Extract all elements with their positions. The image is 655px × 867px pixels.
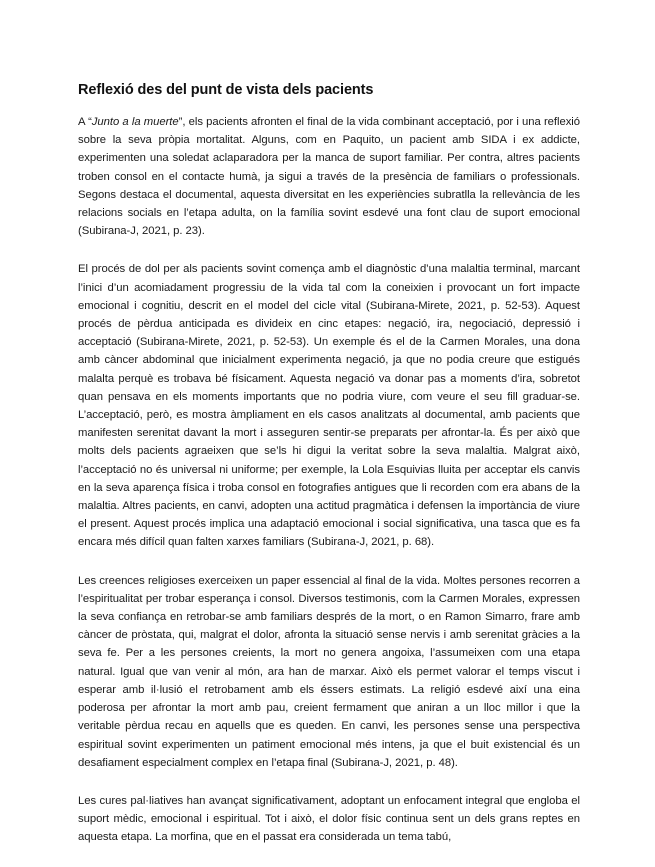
documentary-title: Junto a la muerte: [91, 116, 179, 128]
paragraph-1-prefix: A “: [78, 116, 92, 128]
paragraph-2: El procés de dol per als pacients sovint comença amb el diagnòstic d’una malaltia terminal, marcant l’inici d’un acomiadament progressiu de la vida tal com la coneixien i provocant un fort impacte emocional i cognitiu, descrit en el model del cicle vital (Subirana-Mirete, 2021, p. 52-53). Aquest procés de pèrdua anticipada es divideix en cinc etapes: negació, ira, negociació, depressió i acceptació (Subirana-Mirete, 2021, p. 52-53). Un exemple és el de la Carmen Morales, una dona amb càncer abdominal que inicialment experimenta negació, ja que no podia creure que estigués malalta perquè es trobava bé físicament. Aquesta negació va donar pas a moments d’ira, sobretot quan pensava en els moments importants que no podria viure, com veure el seu fill graduar-se. L’acceptació, però, es mostra àmpliament en els casos analitzats al documental, amb pacients que manifesten serenitat davant la mort i asseguren sentir-se preparats per afrontar-la. És per això que molts dels pacients agraeixen que se’ls hi digui la veritat sobre la seva malaltia. Malgrat això, l’acceptació no és universal ni uniforme; per exemple, la Lola Esquivias lluita per acceptar els canvis en la seva aparença física i troba consol en fotografies antigues que li recorden com era abans de la malaltia. Altres pacients, en canvi, adopten una actitud pragmàtica i defensen la importància de viure el present. Aquest procés implica una adaptació emocional i social significativa, una tasca que es fa encara més difícil quan falten xarxes familiars (Subirana-J, 2021, p. 68).: [78, 263, 580, 549]
section-heading: Reflexió des del punt de vista dels pacients: [78, 82, 374, 98]
paragraph-1: [78, 113, 580, 240]
document-page: [78, 80, 580, 867]
paragraph-4: Les cures pal·liatives han avançat significativament, adoptant un enfocament integral que engloba el suport mèdic, emocional i espiritual. Tot i això, el dolor físic continua sent un dels grans reptes en aquesta etapa. La morfina, que en el passat era considerada un tema tabú,: [78, 794, 580, 844]
paragraph-1-text: ”, els pacients afronten el final de la vida combinant acceptació, por i una reflexió sobre la seva pròpia mortalitat. Alguns, com en Paquito, un pacient amb SIDA i ex addicte, experimenten una soledat aclaparadora per la manca de suport familiar. Per contra, altres pacients troben consol en el contacte humà, ja sigui a través de la presència de familiars o professionals. Segons destaca el documental, aquesta diversitat en les experiències subratlla la rellevància de les relacions socials en l’etapa adulta, on la família sovint esdevé una font clau de suport emocional (Subirana-J, 2021, p. 23).: [78, 116, 580, 238]
paragraph-3: Les creences religioses exerceixen un paper essencial al final de la vida. Moltes persones recorren a l’espiritualitat per trobar esperança i consol. Diversos testimonis, com la Carmen Morales, expressen la seva confiança en retrobar-se amb familiars després de la mort, o en Ramon Simarro, frare amb càncer de pròstata, qui, malgrat el dolor, afronta la situació sense nervis i amb serenitat gràcies a la seva fe. Per a les persones creients, la mort no genera angoixa, l’assumeixen com una etapa natural. Igual que van venir al món, ara han de marxar. Això els permet valorar el temps viscut i esperar amb il·lusió el retrobament amb els éssers estimats. La religió esdevé així una eina poderosa per afrontar la mort amb pau, creient fermament que aniran a un lloc millor i que la veritable pèrdua recau en aquells que es queden. En canvi, les persones sense una perspectiva espiritual sovint experimenten un patiment emocional més intens, ja que el buit existencial és un desafiament especialment complex en l’etapa final (Subirana-J, 2021, p. 48).: [78, 574, 580, 769]
